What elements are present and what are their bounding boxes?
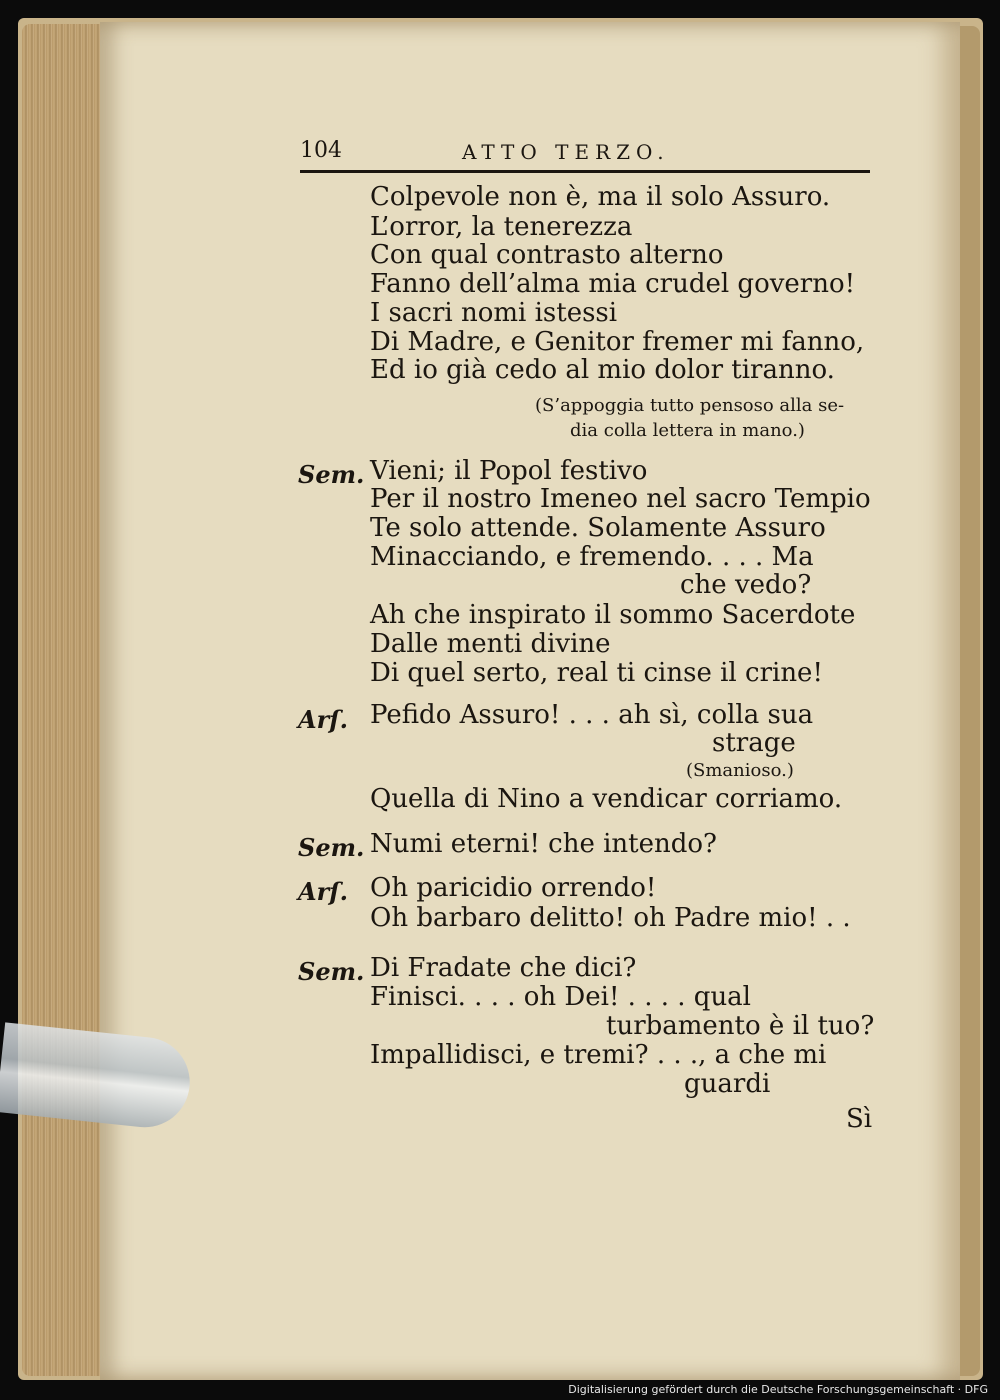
- verse-line: Numi eterni! che intendo?: [370, 829, 717, 859]
- verse-line: Di quel serto, real ti cinse il crine!: [370, 658, 823, 688]
- stage-direction: (S’appoggia tutto pensoso alla se-: [535, 395, 845, 416]
- header-rule: [300, 170, 870, 173]
- verse-line: Ed io già cedo al mio dolor tiranno.: [370, 355, 835, 385]
- verse-line: Fanno dell’alma mia crudel governo!: [370, 269, 856, 299]
- speaker-label: Arſ.: [298, 877, 348, 906]
- verse-line: Dalle menti divine: [370, 629, 611, 659]
- verse-line: Quella di Nino a vendicar corriamo.: [370, 784, 843, 814]
- verse-line: che vedo?: [680, 570, 812, 600]
- speaker-label: Arſ.: [298, 705, 348, 734]
- stage-direction: (Smanioso.): [686, 760, 794, 781]
- verse-line: Te solo attende. Solamente Assuro: [370, 513, 826, 543]
- verse-line: L’orror, la tenerezza: [370, 212, 633, 242]
- verse-line: Sì: [846, 1104, 873, 1134]
- page-number: 104: [300, 138, 342, 163]
- verse-line: Minacciando, e fremendo. . . . Ma: [370, 542, 814, 572]
- verse-line: Di Fradate che dici?: [370, 953, 637, 983]
- verse-line: Finisci. . . . oh Dei! . . . . qual: [370, 982, 751, 1012]
- verse-line: turbamento è il tuo?: [606, 1011, 875, 1041]
- page-header-title: ATTO TERZO.: [462, 140, 670, 164]
- speaker-label: Sem.: [298, 957, 365, 986]
- verse-line: Colpevole non è, ma il solo Assuro.: [370, 182, 831, 212]
- verse-line: Oh paricidio orrendo!: [370, 873, 657, 903]
- verse-line: Di Madre, e Genitor fremer mi fanno,: [370, 327, 865, 357]
- verse-line: guardi: [684, 1069, 771, 1099]
- verse-line: Oh barbaro delitto! oh Padre mio! . .: [370, 903, 851, 933]
- verse-line: Impallidisci, e tremi? . . ., a che mi: [370, 1040, 827, 1070]
- speaker-label: Sem.: [298, 460, 365, 489]
- stage-direction: dia colla lettera in mano.): [570, 420, 805, 441]
- speaker-label: Sem.: [298, 833, 365, 862]
- verse-line: Pefido Assuro! . . . ah sì, colla sua: [370, 700, 814, 730]
- verse-line: Con qual contrasto alterno: [370, 240, 724, 270]
- verse-line: Per il nostro Imeneo nel sacro Tempio: [370, 484, 871, 514]
- footer-credit: Digitalisierung gefördert durch die Deutsche Forschungsgemeinschaft · DFG: [568, 1383, 988, 1396]
- verse-line: strage: [712, 728, 796, 758]
- verse-line: Ah che inspirato il sommo Sacerdote: [370, 600, 856, 630]
- verse-line: I sacri nomi istessi: [370, 298, 618, 328]
- verse-line: Vieni; il Popol festivo: [370, 456, 648, 486]
